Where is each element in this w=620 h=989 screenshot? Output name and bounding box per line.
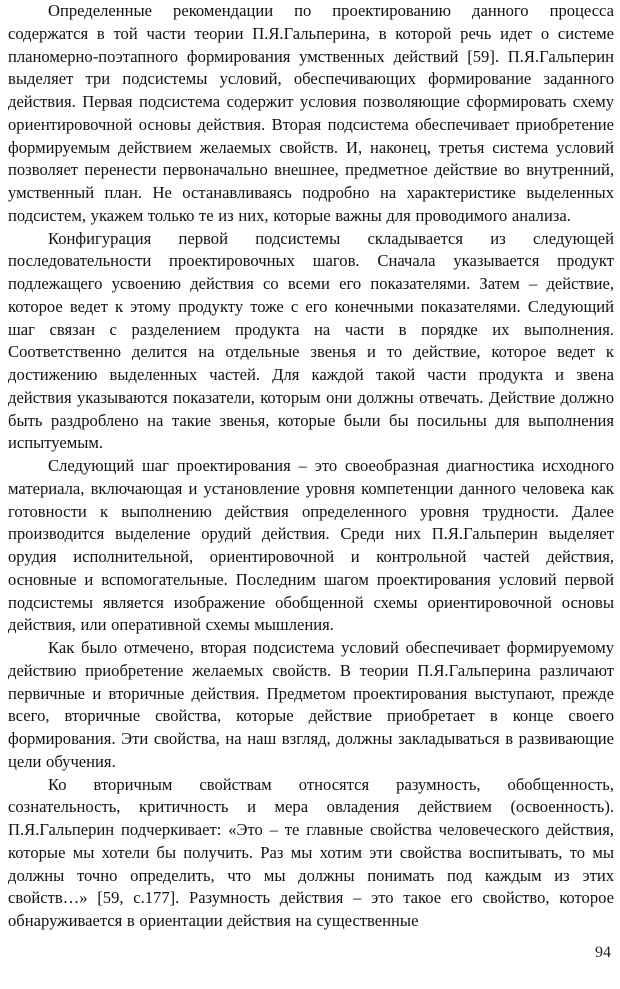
paragraph-4: Как было отмечено, вторая подсистема условий обеспечивает формируемому действию приобретение желаемых свойств. В теории П.Я.Гальперина различают первичные и вторичные действия. Предметом проектирования выступают, прежде всего, вторичные свойства, которые действие приобретает в конце своего формирования. Эти свойства, на наш взгляд, должны закладываться в развивающие цели обучения.: [8, 638, 614, 771]
paragraph-1: Определенные рекомендации по проектированию данного процесса содержатся в той части теории П.Я.Гальперина, в которой речь идет о системе планомерно-поэтапного формирования умственных действий [59]. П.Я.Гальперин выделяет три подсистемы условий, обеспечивающих формирование заданного действия. Первая подсистема содержит условия позволяющие сформировать схему ориентировочной основы действия. Вторая подсистема обеспечивает приобретение формируемым действием желаемых свойств. И, наконец, третья система условий позволяет перенести первоначально внешнее, предметное действие во внутренний, умственный план. Не останавливаясь подробно на характеристике выделенных подсистем, укажем только те из них, которые важны для проводимого анализа.: [8, 1, 614, 225]
page-number: 94: [595, 944, 611, 961]
paragraph-5: Ко вторичным свойствам относятся разумность, обобщенность, сознательность, критичность и мера овладения действием (освоенность). П.Я.Гальперин подчеркивает: «Это – те главные свойства человеческого действия, которые мы хотели бы получить. Раз мы хотим эти свойства воспитывать, то мы должны точно определить, что мы должны понимать под каждым из этих свойств…» [59, с.177]. Разумность действия – это такое его свойство, которое обнаруживается в ориентации действия на существенные: [8, 774, 614, 930]
document-page: [8, 0, 614, 989]
paragraph-3: Следующий шаг проектирования – это своеобразная диагностика исходного материала, включающая и установление уровня компетенции данного человека как готовности к выполнению действия определенного уровня трудности. Далее производится выделение орудий действия. Среди них П.Я.Гальперин выделяет орудия исполнительной, ориентировочной и контрольной частей действия, основные и вспомогательные. Последним шагом проектирования условий первой подсистемы является изображение обобщенной схемы ориентировочной основы действия, или оперативной схемы мышления.: [8, 456, 614, 635]
paragraph-2: Конфигурация первой подсистемы складывается из следующей последовательности проектировочных шагов. Сначала указывается продукт подлежащего усвоению действия со всеми его показателями. Затем – действие, которое ведет к этому продукту тоже с его конечными показателями. Следующий шаг связан с разделением продукта на части в порядке их выполнения. Соответственно делится на отдельные звенья и то действие, которое ведет к достижению выделенных частей. Для каждой такой части продукта и звена действия указываются показатели, которым они должны отвечать. Действие должно быть раздроблено на такие звенья, которые были бы посильны для выполнения испытуемым.: [8, 228, 614, 453]
